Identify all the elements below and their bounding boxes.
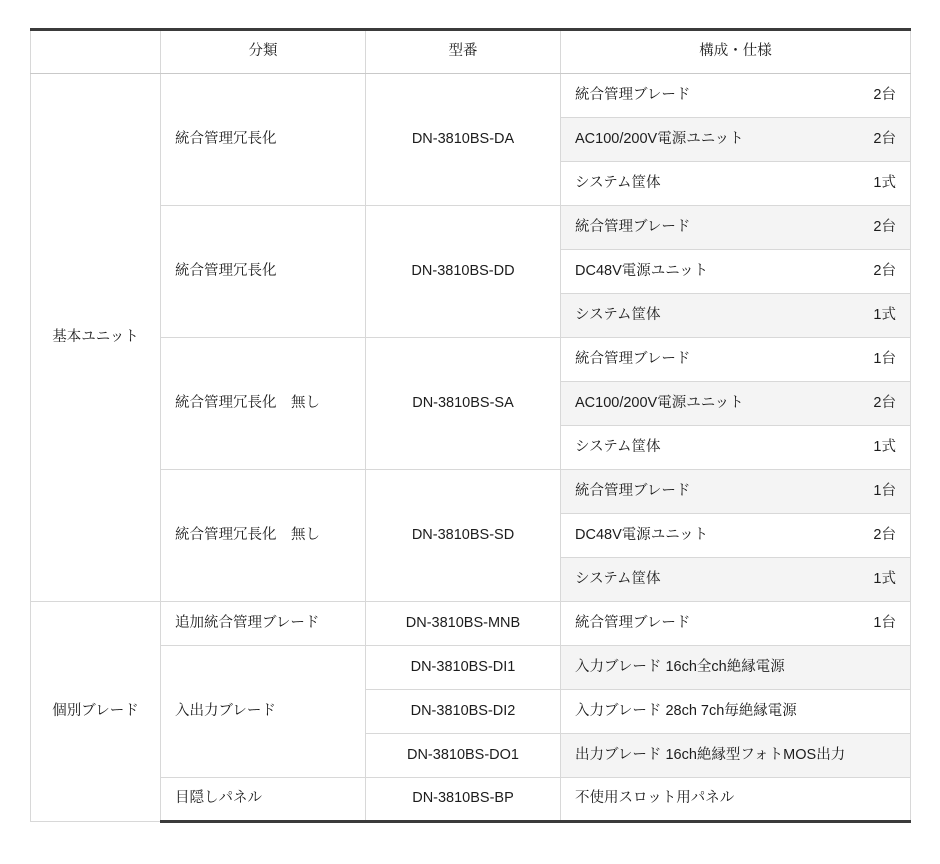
- spec-cell: 不使用スロット用パネル: [561, 778, 911, 822]
- spec-item-name: 統合管理ブレード: [575, 350, 691, 367]
- table-row: [31, 206, 911, 250]
- model-cell: DN-3810BS-DA: [366, 74, 561, 206]
- spec-cell: [561, 602, 911, 646]
- category-cell: 統合管理冗長化: [161, 206, 366, 338]
- header-model: 型番: [366, 30, 561, 74]
- spec-item-qty: 1台: [873, 350, 896, 367]
- spec-cell: [561, 426, 911, 470]
- spec-item-qty: 1式: [873, 306, 896, 323]
- model-cell: DN-3810BS-DD: [366, 206, 561, 338]
- spec-item-name: 統合管理ブレード: [575, 86, 691, 103]
- model-cell: DN-3810BS-MNB: [366, 602, 561, 646]
- spec-item-qty: 2台: [873, 218, 896, 235]
- table-row: [31, 74, 911, 118]
- group-label-individual-blade: 個別ブレード: [31, 602, 161, 822]
- spec-cell: [561, 162, 911, 206]
- spec-item-qty: 1台: [873, 614, 896, 631]
- category-cell: 入出力ブレード: [161, 646, 366, 778]
- spec-cell: 入力ブレード 28ch 7ch毎絶縁電源: [561, 690, 911, 734]
- spec-item-qty: 1台: [873, 482, 896, 499]
- spec-item-name: システム筐体: [575, 438, 661, 455]
- spec-item-name: システム筐体: [575, 174, 661, 191]
- group-label-basic-unit: 基本ユニット: [31, 74, 161, 602]
- header-category: 分類: [161, 30, 366, 74]
- spec-item-name: 統合管理ブレード: [575, 482, 691, 499]
- table-header-row: [31, 30, 911, 74]
- table-row: [31, 602, 911, 646]
- spec-item-name: システム筐体: [575, 570, 661, 587]
- spec-item-name: システム筐体: [575, 306, 661, 323]
- spec-item-qty: 2台: [873, 130, 896, 147]
- spec-cell: [561, 558, 911, 602]
- table-row: [31, 778, 911, 822]
- category-cell: 統合管理冗長化 無し: [161, 338, 366, 470]
- category-cell: 追加統合管理ブレード: [161, 602, 366, 646]
- spec-cell: [561, 74, 911, 118]
- spec-cell: [561, 470, 911, 514]
- model-cell: DN-3810BS-DI1: [366, 646, 561, 690]
- model-cell: DN-3810BS-DO1: [366, 734, 561, 778]
- spec-item-name: DC48V電源ユニット: [575, 526, 709, 543]
- category-cell: 統合管理冗長化: [161, 74, 366, 206]
- spec-cell: [561, 294, 911, 338]
- spec-cell: [561, 250, 911, 294]
- header-spec: 構成・仕様: [561, 30, 911, 74]
- spec-item-name: 統合管理ブレード: [575, 614, 691, 631]
- table-row: [31, 646, 911, 690]
- spec-item-name: DC48V電源ユニット: [575, 262, 709, 279]
- product-spec-table: [30, 28, 911, 823]
- spec-item-qty: 1式: [873, 438, 896, 455]
- table-row: [31, 338, 911, 382]
- model-cell: DN-3810BS-DI2: [366, 690, 561, 734]
- spec-item-qty: 2台: [873, 86, 896, 103]
- spec-item-qty: 1式: [873, 174, 896, 191]
- spec-cell: [561, 382, 911, 426]
- table-row: [31, 470, 911, 514]
- spec-item-qty: 2台: [873, 394, 896, 411]
- model-cell: DN-3810BS-SA: [366, 338, 561, 470]
- spec-item-name: 統合管理ブレード: [575, 218, 691, 235]
- category-cell: 統合管理冗長化 無し: [161, 470, 366, 602]
- spec-item-qty: 2台: [873, 262, 896, 279]
- header-blank: [31, 30, 161, 74]
- spec-item-qty: 2台: [873, 526, 896, 543]
- spec-cell: [561, 206, 911, 250]
- spec-cell: 入力ブレード 16ch全ch絶縁電源: [561, 646, 911, 690]
- model-cell: DN-3810BS-BP: [366, 778, 561, 822]
- spec-cell: 出力ブレード 16ch絶縁型フォトMOS出力: [561, 734, 911, 778]
- spec-item-qty: 1式: [873, 570, 896, 587]
- spec-item-name: AC100/200V電源ユニット: [575, 130, 744, 147]
- category-cell: 目隠しパネル: [161, 778, 366, 822]
- model-cell: DN-3810BS-SD: [366, 470, 561, 602]
- spec-cell: [561, 118, 911, 162]
- spec-item-name: AC100/200V電源ユニット: [575, 394, 744, 411]
- spec-cell: [561, 338, 911, 382]
- spec-cell: [561, 514, 911, 558]
